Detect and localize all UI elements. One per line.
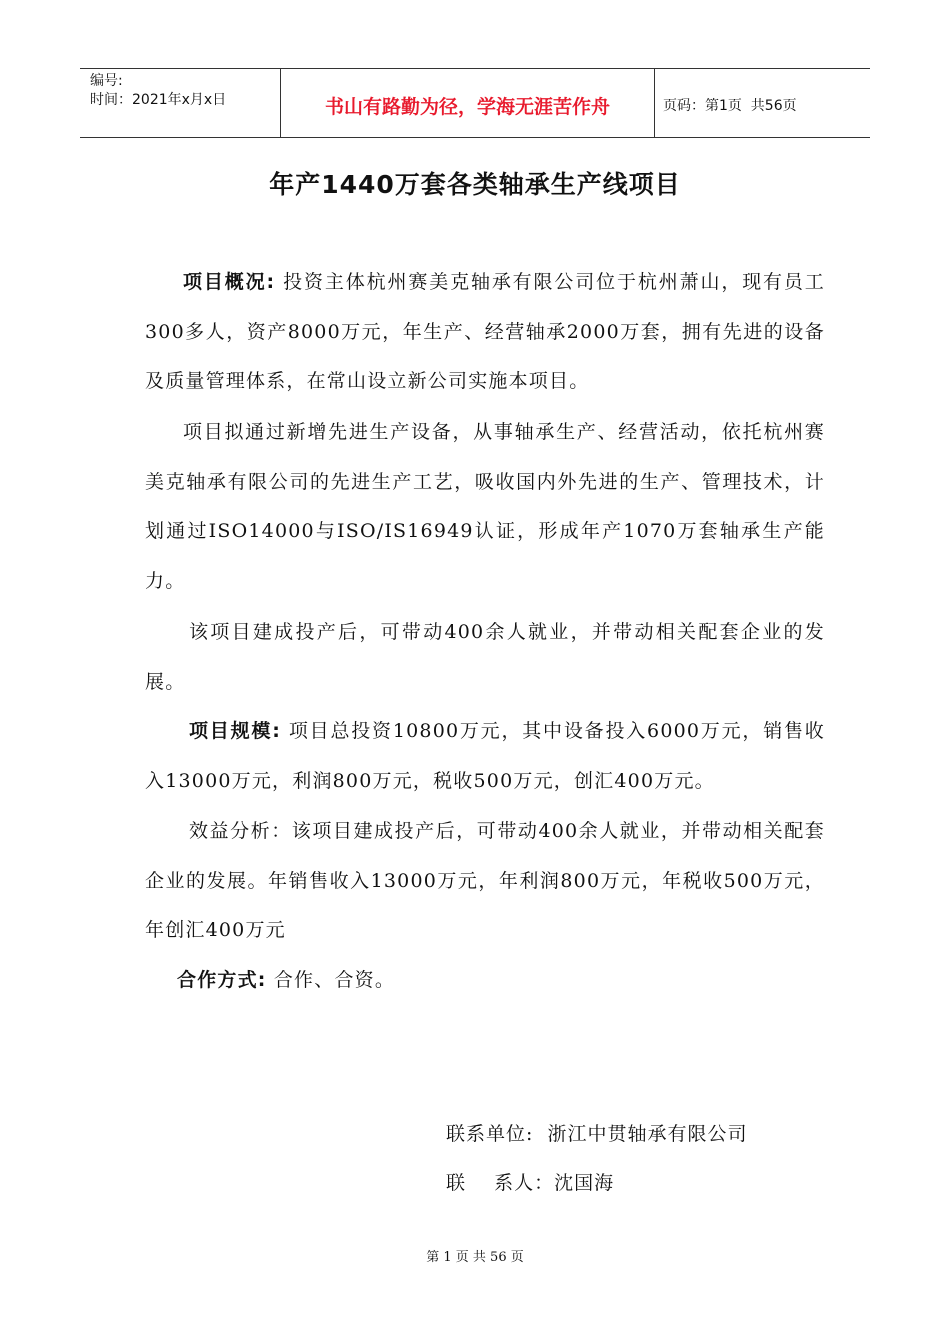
document-header bbox=[80, 68, 870, 138]
paragraph-employment bbox=[145, 608, 825, 707]
benefit-text: 效益分析：该项目建成投产后，可带动400余人就业，并带动相关配套企业的发展。年销售收入13000万元，年利润800万元，年税收500万元，年创汇400万元 bbox=[145, 820, 825, 942]
contact-person: 联 系人：沈国海 bbox=[446, 1172, 615, 1194]
header-motto: 书山有路勤为径，学海无涯苦作舟 bbox=[281, 69, 655, 137]
scale-text: 项目总投资10800万元，其中设备投入6000万元，销售收入13000万元，利润800万元，税收500万元，创汇400万元。 bbox=[145, 720, 825, 792]
paragraph-overview bbox=[145, 258, 825, 407]
employment-text: 该项目建成投产后，可带动400余人就业，并带动相关配套企业的发展。 bbox=[145, 621, 825, 693]
cooperation-label: 合作方式: bbox=[177, 969, 267, 991]
overview-label: 项目概况: bbox=[183, 271, 276, 293]
paragraph-cooperation bbox=[145, 956, 825, 1006]
cooperation-text: 合作、合资。 bbox=[273, 969, 396, 991]
scale-label: 项目规模: bbox=[189, 720, 281, 742]
paragraph-scale bbox=[145, 707, 825, 806]
time-label: 时间：2021年x月x日 bbox=[90, 92, 227, 108]
overview-text: 投资主体杭州赛美克轴承有限公司位于杭州萧山，现有员工300多人，资产8000万元，年生产、经营轴承2000万套，拥有先进的设备及质量管理体系，在常山设立新公司实施本项目。 bbox=[145, 271, 825, 393]
contact-unit: 联系单位: 浙江中贯轴承有限公司 bbox=[446, 1123, 748, 1145]
paragraph-plan bbox=[145, 408, 825, 606]
paragraph-benefit bbox=[145, 807, 825, 956]
header-page-label: 页码：第1页 共56页 bbox=[663, 98, 797, 114]
number-label: 编号: bbox=[90, 73, 123, 89]
page-footer: 第 1 页 共 56 页 bbox=[426, 1250, 524, 1265]
header-meta bbox=[80, 69, 281, 137]
plan-text: 项目拟通过新增先进生产设备，从事轴承生产、经营活动，依托杭州赛美克轴承有限公司的先进生产工艺，吸收国内外先进的生产、管理技术，计划通过ISO14000与ISO/IS16949认证，形成年产1070万套轴承生产能力。 bbox=[145, 421, 825, 592]
document-title: 年产1440万套各类轴承生产线项目 bbox=[269, 170, 681, 199]
